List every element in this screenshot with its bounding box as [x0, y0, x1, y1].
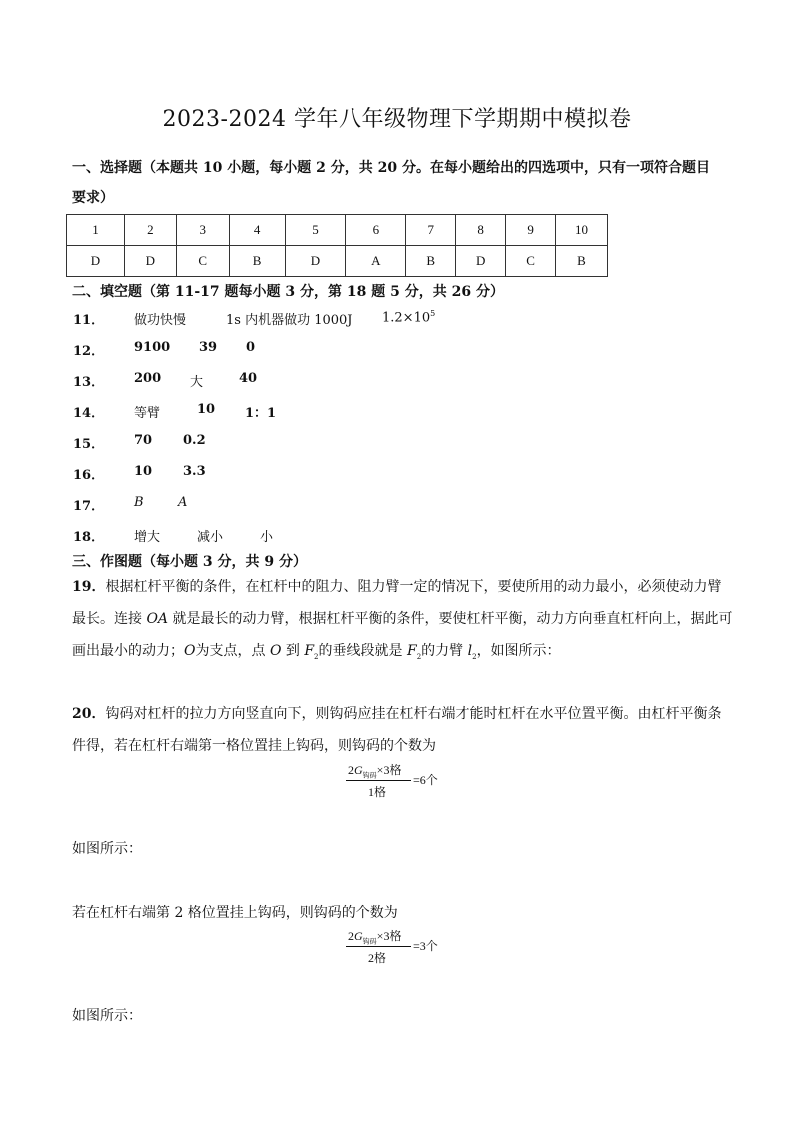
answer-blank-3: 40: [239, 371, 258, 386]
answer-cell: B: [556, 246, 608, 277]
question-number: 6: [346, 215, 406, 246]
answer-cell: C: [506, 246, 556, 277]
question-number: 2: [124, 215, 176, 246]
q19-line1: 19．根据杠杆平衡的条件，在杠杆中的阻力、阻力臂一定的情况下，要使所用的动力最小，必须使动力臂: [72, 579, 722, 595]
question-number: 5: [285, 215, 346, 246]
answer-blank-2: 0.2: [183, 433, 206, 448]
item-number: 17．: [73, 499, 105, 514]
item-number: 11．: [73, 313, 105, 328]
figure-caption-1: 如图所示：: [72, 841, 142, 857]
section2-heading: 二、填空题（第 11-17 题每小题 3 分，第 18 题 5 分，共 26 分）: [72, 284, 504, 300]
question-number: 3: [176, 215, 229, 246]
q20-line1: 20．钩码对杠杆的拉力方向竖直向下，则钩码应挂在杠杆右端才能时杠杆在水平位置平衡。由杠杆平衡条: [72, 706, 722, 722]
answer-cell: B: [229, 246, 285, 277]
fraction-numerator: $2G_{钩码}\times 3$格: [348, 763, 402, 780]
answer-cell: C: [176, 246, 229, 277]
section1-heading-cont: 要求）: [72, 190, 114, 206]
answer-blank-3: 0: [246, 340, 256, 355]
answer-cell: A: [346, 246, 406, 277]
section3-heading: 三、作图题（每小题 3 分，共 9 分）: [72, 554, 307, 570]
item-number: 18．: [73, 530, 105, 545]
answer-blank-2: 1s 内机器做功 1000J: [226, 313, 353, 328]
question-number: 9: [506, 215, 556, 246]
item-number: 14．: [73, 406, 105, 421]
fraction-denominator: 2格: [368, 951, 387, 965]
answer-blank-1: 10: [134, 464, 153, 479]
question-number: 10: [556, 215, 608, 246]
question-number-row: [67, 215, 608, 246]
answer-row: [67, 246, 608, 277]
answer-blank-1: 9100: [134, 340, 171, 355]
item-number: 16．: [73, 468, 105, 483]
answer-table: [66, 214, 608, 277]
item-number: 13．: [73, 375, 105, 390]
item-number: 15．: [73, 437, 105, 452]
fraction-numerator: $2G_{钩码}\times 3$格: [348, 929, 402, 946]
answer-blank-2: 10: [197, 402, 216, 417]
fraction-formula-1: [346, 760, 456, 804]
section1-heading: 一、选择题（本题共 10 小题，每小题 2 分，共 20 分。在每小题给出的四选项中，只有一项符合题目: [72, 160, 710, 176]
fraction-denominator: 1格: [368, 785, 387, 799]
answer-blank-2: 39: [199, 340, 218, 355]
answer-blank-3: 1：1: [245, 406, 277, 421]
question-number: 8: [456, 215, 506, 246]
answer-blank-2: 3.3: [183, 464, 206, 479]
figure-caption-2: 如图所示：: [72, 1008, 142, 1024]
answer-blank-1: B: [134, 495, 144, 510]
answer-blank-1: 等臂: [134, 406, 161, 421]
question-number: 4: [229, 215, 285, 246]
q19-line2: 最长。连接 OA 就是最长的动力臂，根据杠杆平衡的条件，要使杠杆平衡，动力方向垂直杠杆向上，据此可: [72, 611, 733, 627]
answer-blank-2: 减小: [197, 530, 224, 545]
fraction-result: =6个: [413, 773, 438, 787]
answer-blank-2: A: [178, 495, 188, 510]
question-number: 1: [67, 215, 125, 246]
answer-blank-1: 做功快慢: [134, 313, 187, 328]
fraction-formula-2: [346, 926, 456, 970]
item-number: 12．: [73, 344, 105, 359]
answer-blank-1: 增大: [134, 530, 161, 545]
q20-line2: 件得，若在杠杆右端第一格位置挂上钩码，则钩码的个数为: [72, 738, 436, 754]
answer-blank-1: 70: [134, 433, 153, 448]
fraction-result: =3个: [413, 939, 438, 953]
answer-cell: D: [456, 246, 506, 277]
answer-blank-3: $1.2\times 10^5$: [382, 309, 436, 326]
answer-blank-3: 小: [260, 530, 274, 545]
question-number: 7: [406, 215, 456, 246]
answer-cell: D: [67, 246, 125, 277]
q20-line3: 若在杠杆右端第 2 格位置挂上钩码，则钩码的个数为: [72, 905, 398, 921]
answer-cell: D: [124, 246, 176, 277]
q19-line3: 画出最小的动力；O为支点，点 O 到 $F_2$的垂线段就是 $F_2$的力臂 $l_2$，如图所示：: [72, 643, 561, 661]
answer-cell: B: [406, 246, 456, 277]
answer-blank-2: 大: [190, 375, 204, 390]
answer-cell: D: [285, 246, 346, 277]
answer-blank-1: 200: [134, 371, 162, 386]
page-title: 2023-2024 学年八年级物理下学期期中模拟卷: [162, 107, 632, 132]
